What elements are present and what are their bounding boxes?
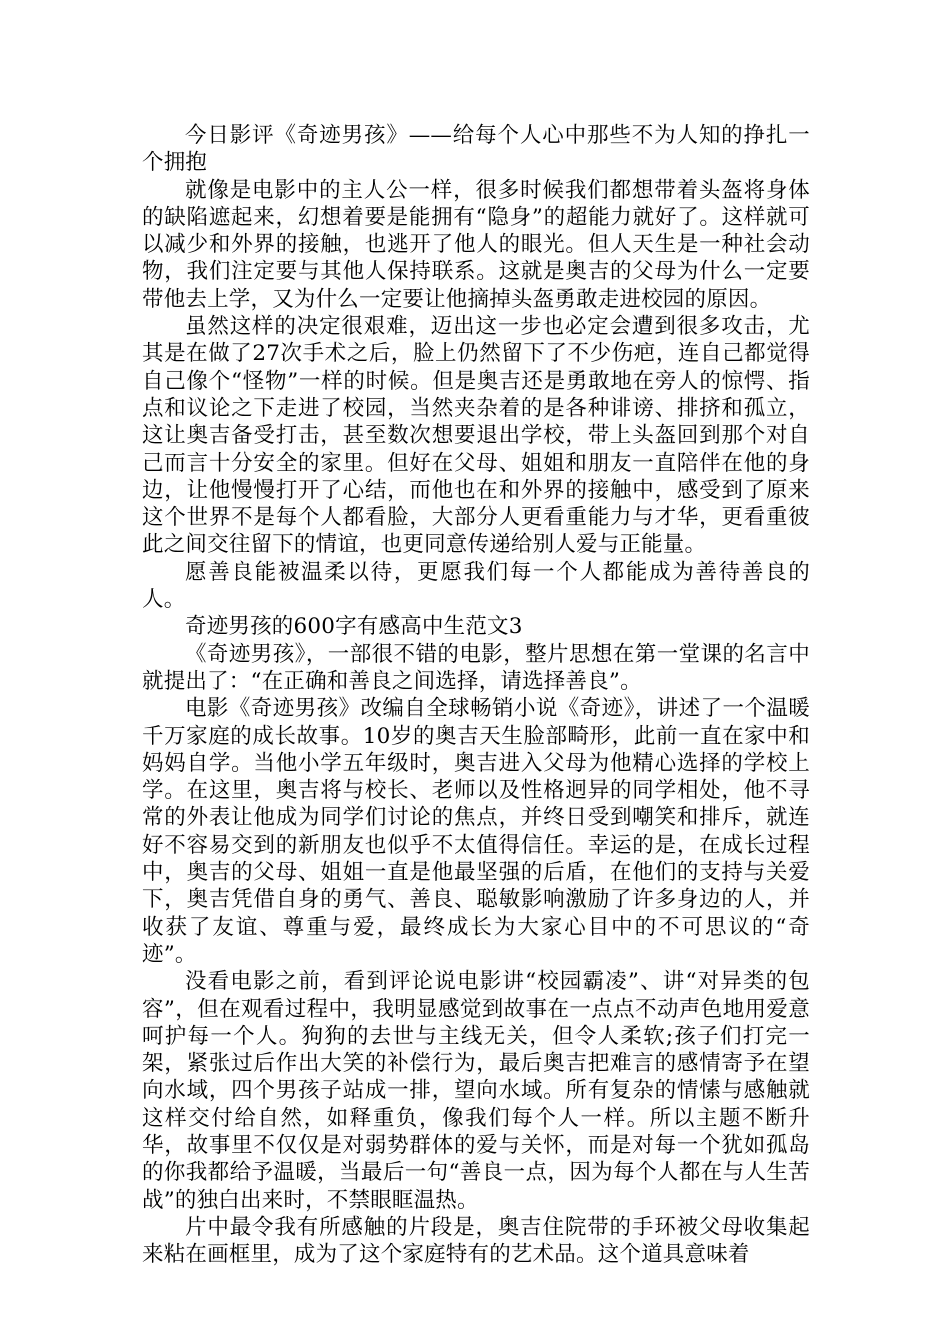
body-paragraph: 虽然这样的决定很艰难，迈出这一步也必定会遭到很多攻击，尤其是在做了27次手术之后，脸上仍然留下了不少伤疤，连自己都觉得自己像个“怪物”一样的时候。但是奥吉还是勇敢地在旁人的惊愕、指点和议论之下走进了校园，当然夹杂着的是各种诽谤、排挤和孤立，这让奥吉备受打击，甚至数次想要退出学校，带上头盔回到那个对自己而言十分安全的家里。但好在父母、姐姐和朋友一直陪伴在他的身边，让他慢慢打开了心结，而他也在和外界的接触中，感受到了原来这个世界不是每个人都看脸，大部分人更看重能力与才华，更看重彼此之间交往留下的情谊，也更同意传递给别人爱与正能量。 bbox=[142, 314, 810, 558]
section-heading: 奇迹男孩的600字有感高中生范文3 bbox=[185, 614, 523, 640]
body-paragraph: 片中最令我有所感触的片段是，奥吉住院带的手环被父母收集起来粘在画框里，成为了这个家庭特有的艺术品。这个道具意味着 bbox=[142, 1214, 810, 1268]
body-paragraph: 愿善良能被温柔以待，更愿我们每一个人都能成为善待善良的人。 bbox=[142, 559, 810, 613]
article-title: 今日影评《奇迹男孩》——给每个人心中那些不为人知的挣扎一个拥抱 bbox=[142, 123, 810, 176]
body-paragraph: 没看电影之前，看到评论说电影讲“校园霸凌”、讲“对异类的包容”，但在观看过程中，我明显感觉到故事在一点点不动声色地用爱意呵护每一个人。狗狗的去世与主线无关，但令人柔软;孩子们打完一架，紧张过后作出大笑的补偿行为，最后奥吉把难言的感情寄予在望向水域，四个男孩子站成一排，望向水域。所有复杂的情愫与感触就这样交付给自然，如释重负，像我们每个人一样。所以主题不断升华，故事里不仅仅是对弱势群体的爱与关怀，而是对每一个犹如孤岛的你我都给予温暖，当最后一句“善良一点，因为每个人都在与人生苦战”的独白出来时，不禁眼眶温热。 bbox=[142, 969, 810, 1213]
body-paragraph: 就像是电影中的主人公一样，很多时候我们都想带着头盔将身体的缺陷遮起来，幻想着要是能拥有“隐身”的超能力就好了。这样就可以减少和外界的接触，也逃开了他人的眼光。但人天生是一种社会动物，我们注定要与其他人保持联系。这就是奥吉的父母为什么一定要带他去上学，又为什么一定要让他摘掉头盔勇敢走进校园的原因。 bbox=[142, 177, 810, 312]
body-paragraph: 《奇迹男孩》，一部很不错的电影，整片思想在第一堂课的名言中就提出了：“在正确和善良之间选择，请选择善良”。 bbox=[142, 641, 810, 694]
body-paragraph: 电影《奇迹男孩》改编自全球畅销小说《奇迹》，讲述了一个温暖千万家庭的成长故事。10岁的奥吉天生脸部畸形，此前一直在家中和妈妈自学。当他小学五年级时，奥吉进入父母为他精心选择的学校上学。在这里，奥吉将与校长、老师以及性格迥异的同学相处，他不寻常的外表让他成为同学们讨论的焦点，并终日受到嘲笑和排斥，就连好不容易交到的新朋友也似乎不太值得信任。幸运的是，在成长过程中，奥吉的父母、姐姐一直是他最坚强的后盾，在他们的支持与关爱下，奥吉凭借自身的勇气、善良、聪敏影响激励了许多身边的人，并收获了友谊、尊重与爱，最终成长为大家心目中的不可思议的“奇迹”。 bbox=[142, 696, 810, 967]
document-page bbox=[142, 122, 810, 1268]
